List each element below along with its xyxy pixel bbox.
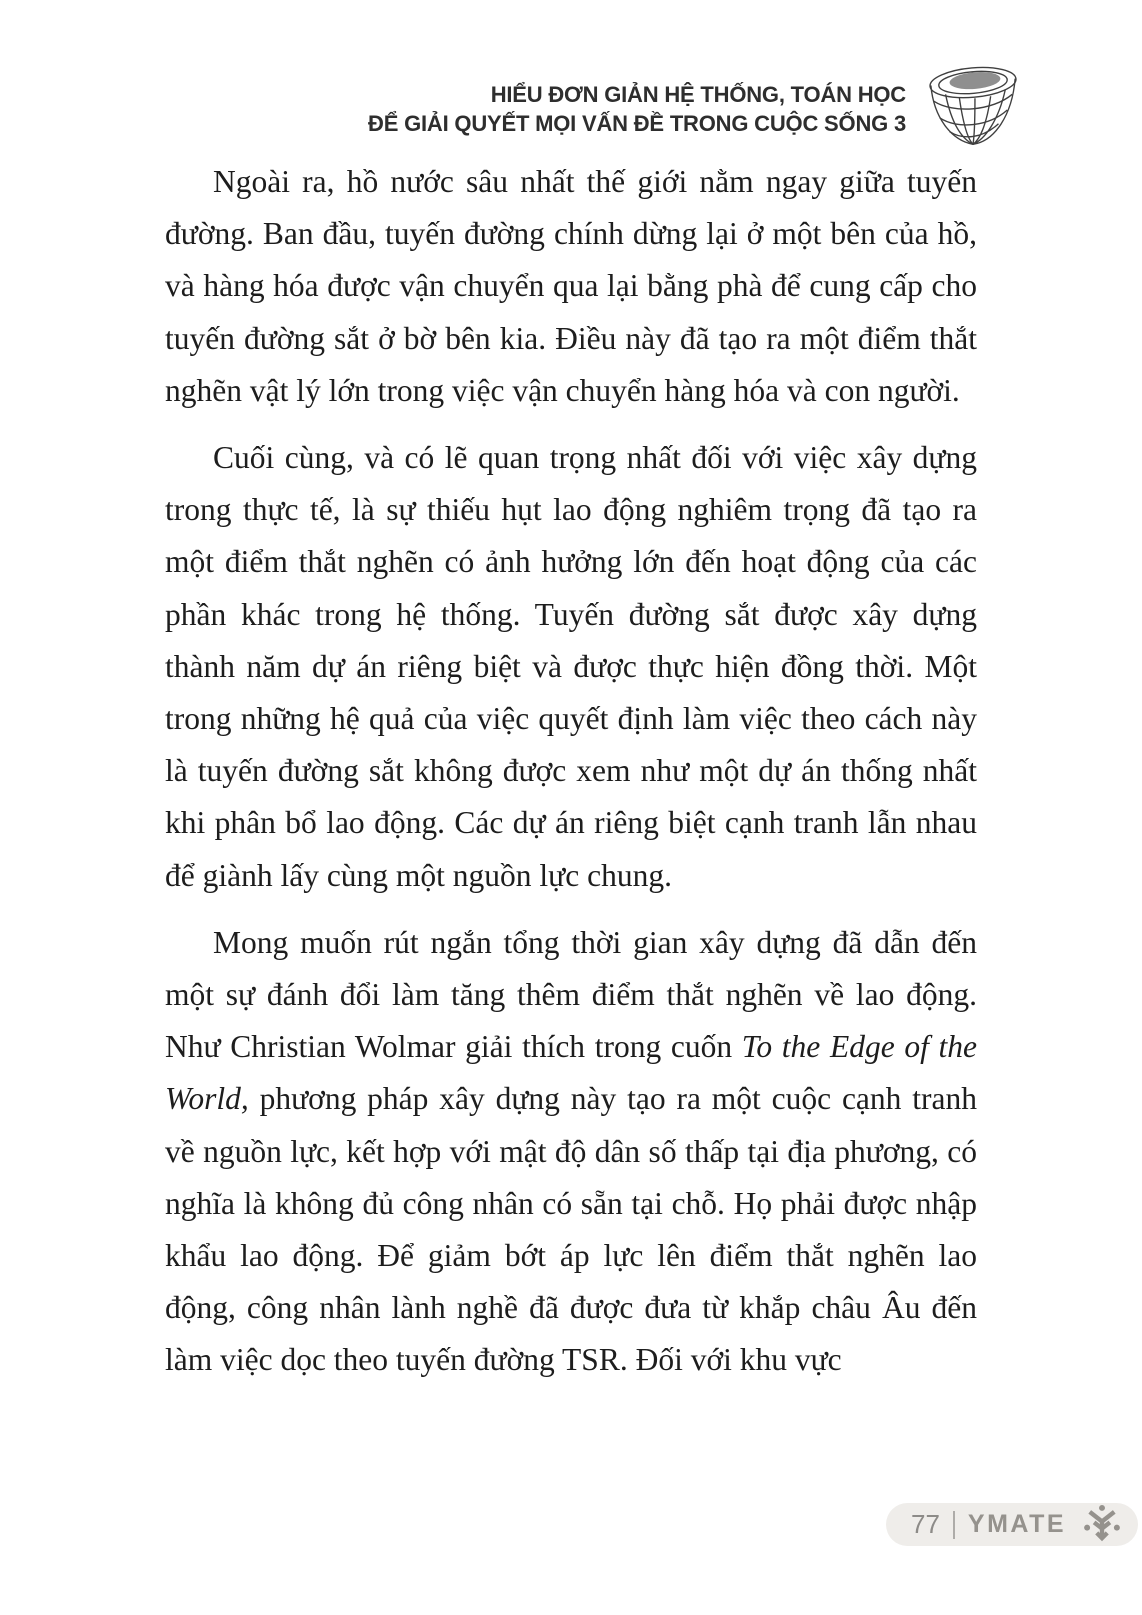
page-header: [368, 60, 1022, 158]
paragraph-2: Cuối cùng, và có lẽ quan trọng nhất đối với việc xây dựng trong thực tế, là sự thiếu hụt lao động nghiêm trọng đã tạo ra một điểm thắt nghẽn có ảnh hưởng lớn đến hoạt động của các phần khác trong hệ thống. Tuyến đường sắt được xây dựng thành năm dự án riêng biệt và được thực hiện đồng thời. Một trong những hệ quả của việc quyết định làm việc theo cách này là tuyến đường sắt không được xem như một dự án thống nhất khi phân bổ lao động. Các dự án riêng biệt cạnh tranh lẫn nhau để giành lấy cùng một nguồn lực chung.: [165, 440, 977, 893]
ymate-logo-icon: [1081, 1504, 1123, 1546]
brand-name: YMATE: [967, 1510, 1067, 1538]
book-title-italic: To the Edge of the World,: [165, 1029, 977, 1117]
running-head-line2: ĐỂ GIẢI QUYẾT MỌI VẤN ĐỀ TRONG CUỘC SỐNG 3: [368, 111, 906, 136]
body-text: [165, 156, 977, 1402]
page-number: 77: [911, 1509, 940, 1539]
paragraph-1: Ngoài ra, hồ nước sâu nhất thế giới nằm ngay giữa tuyến đường. Ban đầu, tuyến đường chính dừng lại ở một bên của hồ, và hàng hóa được vận chuyển qua lại bằng phà để cung cấp cho tuyến đường sắt ở bờ bên kia. Điều này đã tạo ra một điểm thắt nghẽn vật lý lớn trong việc vận chuyển hàng hóa và con người.: [165, 164, 977, 408]
footer-pill: [886, 1503, 1138, 1546]
paragraph-3-text-post: phương pháp xây dựng này tạo ra một cuộc cạnh tranh về nguồn lực, kết hợp với mật độ dân số thấp tại địa phương, có nghĩa là không đủ công nhân có sẵn tại chỗ. Họ phải được nhập khẩu lao động. Để giảm bớt áp lực lên điểm thắt nghẽn lao động, công nhân lành nghề đã được đưa từ khắp châu Âu đến làm việc dọc theo tuyến đường TSR. Đối với khu vực: [165, 1081, 977, 1378]
running-head-line1: HIỂU ĐƠN GIẢN HỆ THỐNG, TOÁN HỌC: [490, 82, 906, 107]
paragraph-3-text-pre: Mong muốn rút ngắn tổng thời gian xây dựng đã dẫn đến một sự đánh đổi làm tăng thêm điểm thắt nghẽn về lao động. Như Christian Wolmar giải thích trong cuốn: [165, 924, 977, 1065]
paragraph-3: [165, 917, 977, 1387]
footer-divider: [953, 1511, 955, 1539]
globe-icon: [924, 60, 1022, 158]
running-head: [368, 80, 906, 138]
